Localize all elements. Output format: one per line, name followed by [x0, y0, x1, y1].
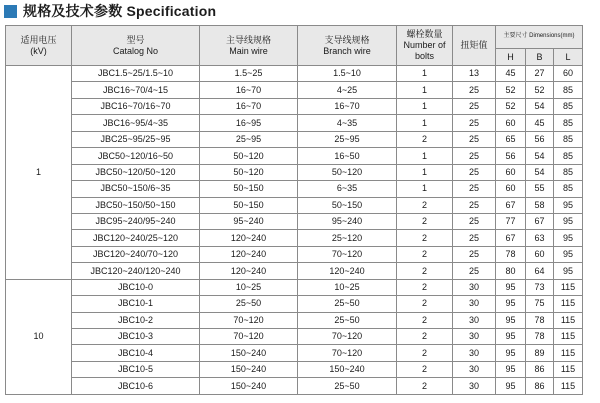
section-title: 规格及技术参数 Specification [23, 3, 217, 19]
torque-cell: 25 [453, 82, 496, 98]
model-cell: JBC50~120/16~50 [72, 148, 200, 164]
model-cell: JBC120~240/25~120 [72, 230, 200, 246]
branch-cell: 70~120 [298, 329, 397, 345]
table-row [6, 66, 583, 82]
main-cell: 120~240 [200, 263, 298, 279]
b-cell: 89 [526, 345, 554, 361]
b-cell: 67 [526, 213, 554, 229]
branch-cell: 70~120 [298, 246, 397, 262]
table-row [6, 296, 583, 312]
voltage-cell: 1 [6, 66, 72, 280]
l-cell: 60 [554, 66, 583, 82]
b-cell: 78 [526, 312, 554, 328]
l-cell: 85 [554, 164, 583, 180]
bolts-header [397, 26, 453, 66]
torque-cell: 30 [453, 345, 496, 361]
main-wire-header-en: Main wire [229, 45, 268, 56]
b-cell: 58 [526, 197, 554, 213]
specification-table [5, 25, 583, 395]
table-row [6, 82, 583, 98]
l-cell: 85 [554, 131, 583, 147]
b-cell: 27 [526, 66, 554, 82]
torque-cell: 25 [453, 164, 496, 180]
table-row [6, 148, 583, 164]
model-cell: JBC50~150/50~150 [72, 197, 200, 213]
table-row [6, 230, 583, 246]
h-cell: 95 [496, 296, 526, 312]
l-cell: 85 [554, 115, 583, 131]
branch-cell: 16~70 [298, 98, 397, 114]
h-cell: 67 [496, 230, 526, 246]
voltage-cell: 10 [6, 279, 72, 394]
bolts-cell: 1 [397, 82, 453, 98]
model-cell: JBC10-3 [72, 329, 200, 345]
b-cell: 75 [526, 296, 554, 312]
main-cell: 150~240 [200, 378, 298, 394]
bolts-cell: 2 [397, 263, 453, 279]
b-cell: 63 [526, 230, 554, 246]
model-cell: JBC120~240/120~240 [72, 263, 200, 279]
main-cell: 70~120 [200, 312, 298, 328]
branch-cell: 6~35 [298, 181, 397, 197]
bolts-header-en1: Number of [403, 40, 446, 51]
dim-l-header: L [554, 49, 583, 66]
main-cell: 120~240 [200, 246, 298, 262]
model-cell: JBC16~70/16~70 [72, 98, 200, 114]
l-cell: 85 [554, 98, 583, 114]
l-cell: 85 [554, 82, 583, 98]
branch-cell: 25~120 [298, 230, 397, 246]
branch-cell: 120~240 [298, 263, 397, 279]
branch-cell: 70~120 [298, 345, 397, 361]
main-cell: 150~240 [200, 361, 298, 377]
table-row [6, 312, 583, 328]
table-row [6, 279, 583, 295]
branch-wire-header-zh: 支导线规格 [324, 34, 370, 45]
table-row [6, 98, 583, 114]
main-cell: 25~50 [200, 296, 298, 312]
model-header [72, 26, 200, 66]
bolts-cell: 2 [397, 312, 453, 328]
torque-cell: 30 [453, 279, 496, 295]
l-cell: 95 [554, 263, 583, 279]
b-cell: 73 [526, 279, 554, 295]
main-cell: 50~120 [200, 148, 298, 164]
branch-wire-header-en: Branch wire [323, 45, 371, 56]
dim-h-header: H [496, 49, 526, 66]
table-row [6, 181, 583, 197]
torque-cell: 25 [453, 263, 496, 279]
torque-cell: 25 [453, 197, 496, 213]
bolts-cell: 2 [397, 131, 453, 147]
h-cell: 60 [496, 181, 526, 197]
branch-wire-header [298, 26, 397, 66]
model-header-zh: 型号 [126, 34, 145, 45]
torque-cell: 30 [453, 296, 496, 312]
l-cell: 115 [554, 312, 583, 328]
h-cell: 78 [496, 246, 526, 262]
branch-cell: 50~120 [298, 164, 397, 180]
voltage-header-zh: 适用电压 [20, 34, 57, 45]
table-row [6, 378, 583, 394]
table-row [6, 361, 583, 377]
bolts-header-zh: 螺栓数量 [406, 29, 443, 40]
bolts-cell: 2 [397, 246, 453, 262]
l-cell: 95 [554, 213, 583, 229]
main-wire-header [200, 26, 298, 66]
main-cell: 50~120 [200, 164, 298, 180]
main-cell: 16~70 [200, 98, 298, 114]
b-cell: 54 [526, 98, 554, 114]
b-cell: 45 [526, 115, 554, 131]
bolts-cell: 2 [397, 279, 453, 295]
h-cell: 95 [496, 329, 526, 345]
bolts-cell: 2 [397, 329, 453, 345]
torque-cell: 30 [453, 378, 496, 394]
main-cell: 50~150 [200, 197, 298, 213]
branch-cell: 25~50 [298, 378, 397, 394]
voltage-header [6, 26, 72, 66]
l-cell: 95 [554, 246, 583, 262]
bolts-cell: 1 [397, 115, 453, 131]
b-cell: 86 [526, 361, 554, 377]
branch-cell: 25~50 [298, 296, 397, 312]
branch-cell: 95~240 [298, 213, 397, 229]
torque-cell: 25 [453, 230, 496, 246]
b-cell: 54 [526, 164, 554, 180]
branch-cell: 1.5~10 [298, 66, 397, 82]
h-cell: 65 [496, 131, 526, 147]
model-cell: JBC10-2 [72, 312, 200, 328]
h-cell: 52 [496, 98, 526, 114]
torque-cell: 25 [453, 181, 496, 197]
torque-cell: 30 [453, 329, 496, 345]
bolts-cell: 1 [397, 148, 453, 164]
h-cell: 95 [496, 279, 526, 295]
branch-cell: 150~240 [298, 361, 397, 377]
l-cell: 115 [554, 329, 583, 345]
l-cell: 95 [554, 197, 583, 213]
main-cell: 50~150 [200, 181, 298, 197]
dim-b-header: B [526, 49, 554, 66]
table-header-row [6, 26, 583, 49]
l-cell: 85 [554, 148, 583, 164]
b-cell: 60 [526, 246, 554, 262]
torque-cell: 25 [453, 246, 496, 262]
model-cell: JBC16~95/4~35 [72, 115, 200, 131]
branch-cell: 4~35 [298, 115, 397, 131]
main-cell: 120~240 [200, 230, 298, 246]
branch-cell: 4~25 [298, 82, 397, 98]
bolts-cell: 2 [397, 361, 453, 377]
bolts-cell: 2 [397, 296, 453, 312]
voltage-header-en: (kV) [30, 45, 47, 56]
bolts-cell: 2 [397, 230, 453, 246]
main-cell: 16~70 [200, 82, 298, 98]
h-cell: 60 [496, 164, 526, 180]
b-cell: 54 [526, 148, 554, 164]
b-cell: 86 [526, 378, 554, 394]
bolts-cell: 2 [397, 197, 453, 213]
branch-cell: 50~150 [298, 197, 397, 213]
bolts-cell: 1 [397, 98, 453, 114]
model-cell: JBC25~95/25~95 [72, 131, 200, 147]
branch-cell: 25~95 [298, 131, 397, 147]
table-body [6, 66, 583, 395]
table-row [6, 345, 583, 361]
torque-cell: 13 [453, 66, 496, 82]
torque-cell: 25 [453, 115, 496, 131]
l-cell: 115 [554, 296, 583, 312]
bolts-header-en2: bolts [414, 50, 434, 61]
l-cell: 115 [554, 378, 583, 394]
bolts-cell: 1 [397, 181, 453, 197]
branch-cell: 25~50 [298, 312, 397, 328]
b-cell: 78 [526, 329, 554, 345]
l-cell: 95 [554, 230, 583, 246]
h-cell: 95 [496, 378, 526, 394]
dimensions-header: 主要尺寸 Dimensions(mm) [496, 26, 583, 49]
section-header [4, 0, 216, 22]
model-cell: JBC1.5~25/1.5~10 [72, 66, 200, 82]
model-cell: JBC120~240/70~120 [72, 246, 200, 262]
model-cell: JBC10-6 [72, 378, 200, 394]
main-cell: 10~25 [200, 279, 298, 295]
model-cell: JBC95~240/95~240 [72, 213, 200, 229]
torque-cell: 25 [453, 98, 496, 114]
branch-cell: 10~25 [298, 279, 397, 295]
torque-cell: 30 [453, 312, 496, 328]
main-cell: 25~95 [200, 131, 298, 147]
model-cell: JBC10-5 [72, 361, 200, 377]
l-cell: 115 [554, 345, 583, 361]
b-cell: 55 [526, 181, 554, 197]
model-cell: JBC10-4 [72, 345, 200, 361]
model-cell: JBC10-1 [72, 296, 200, 312]
torque-cell: 25 [453, 148, 496, 164]
bolts-cell: 2 [397, 213, 453, 229]
torque-cell: 30 [453, 361, 496, 377]
table-row [6, 197, 583, 213]
h-cell: 95 [496, 312, 526, 328]
main-cell: 70~120 [200, 329, 298, 345]
h-cell: 45 [496, 66, 526, 82]
b-cell: 56 [526, 131, 554, 147]
h-cell: 67 [496, 197, 526, 213]
model-cell: JBC50~150/6~35 [72, 181, 200, 197]
bolts-cell: 1 [397, 66, 453, 82]
table-row [6, 213, 583, 229]
model-cell: JBC50~120/50~120 [72, 164, 200, 180]
main-cell: 95~240 [200, 213, 298, 229]
table-row [6, 263, 583, 279]
table-row [6, 131, 583, 147]
h-cell: 52 [496, 82, 526, 98]
bolts-cell: 1 [397, 164, 453, 180]
model-cell: JBC16~70/4~15 [72, 82, 200, 98]
h-cell: 60 [496, 115, 526, 131]
branch-cell: 16~50 [298, 148, 397, 164]
bolts-cell: 2 [397, 345, 453, 361]
main-cell: 1.5~25 [200, 66, 298, 82]
table-row [6, 329, 583, 345]
torque-cell: 25 [453, 213, 496, 229]
b-cell: 64 [526, 263, 554, 279]
b-cell: 52 [526, 82, 554, 98]
table-row [6, 164, 583, 180]
main-wire-header-zh: 主导线规格 [225, 34, 271, 45]
model-header-en: Catalog No [112, 45, 159, 56]
l-cell: 85 [554, 181, 583, 197]
h-cell: 77 [496, 213, 526, 229]
h-cell: 56 [496, 148, 526, 164]
h-cell: 80 [496, 263, 526, 279]
h-cell: 95 [496, 361, 526, 377]
table-row [6, 246, 583, 262]
square-bullet-icon [4, 5, 17, 18]
torque-cell: 25 [453, 131, 496, 147]
model-cell: JBC10-0 [72, 279, 200, 295]
l-cell: 115 [554, 361, 583, 377]
l-cell: 115 [554, 279, 583, 295]
bolts-cell: 2 [397, 378, 453, 394]
table-row [6, 115, 583, 131]
torque-header: 扭矩值 [453, 26, 496, 66]
h-cell: 95 [496, 345, 526, 361]
main-cell: 16~95 [200, 115, 298, 131]
main-cell: 150~240 [200, 345, 298, 361]
